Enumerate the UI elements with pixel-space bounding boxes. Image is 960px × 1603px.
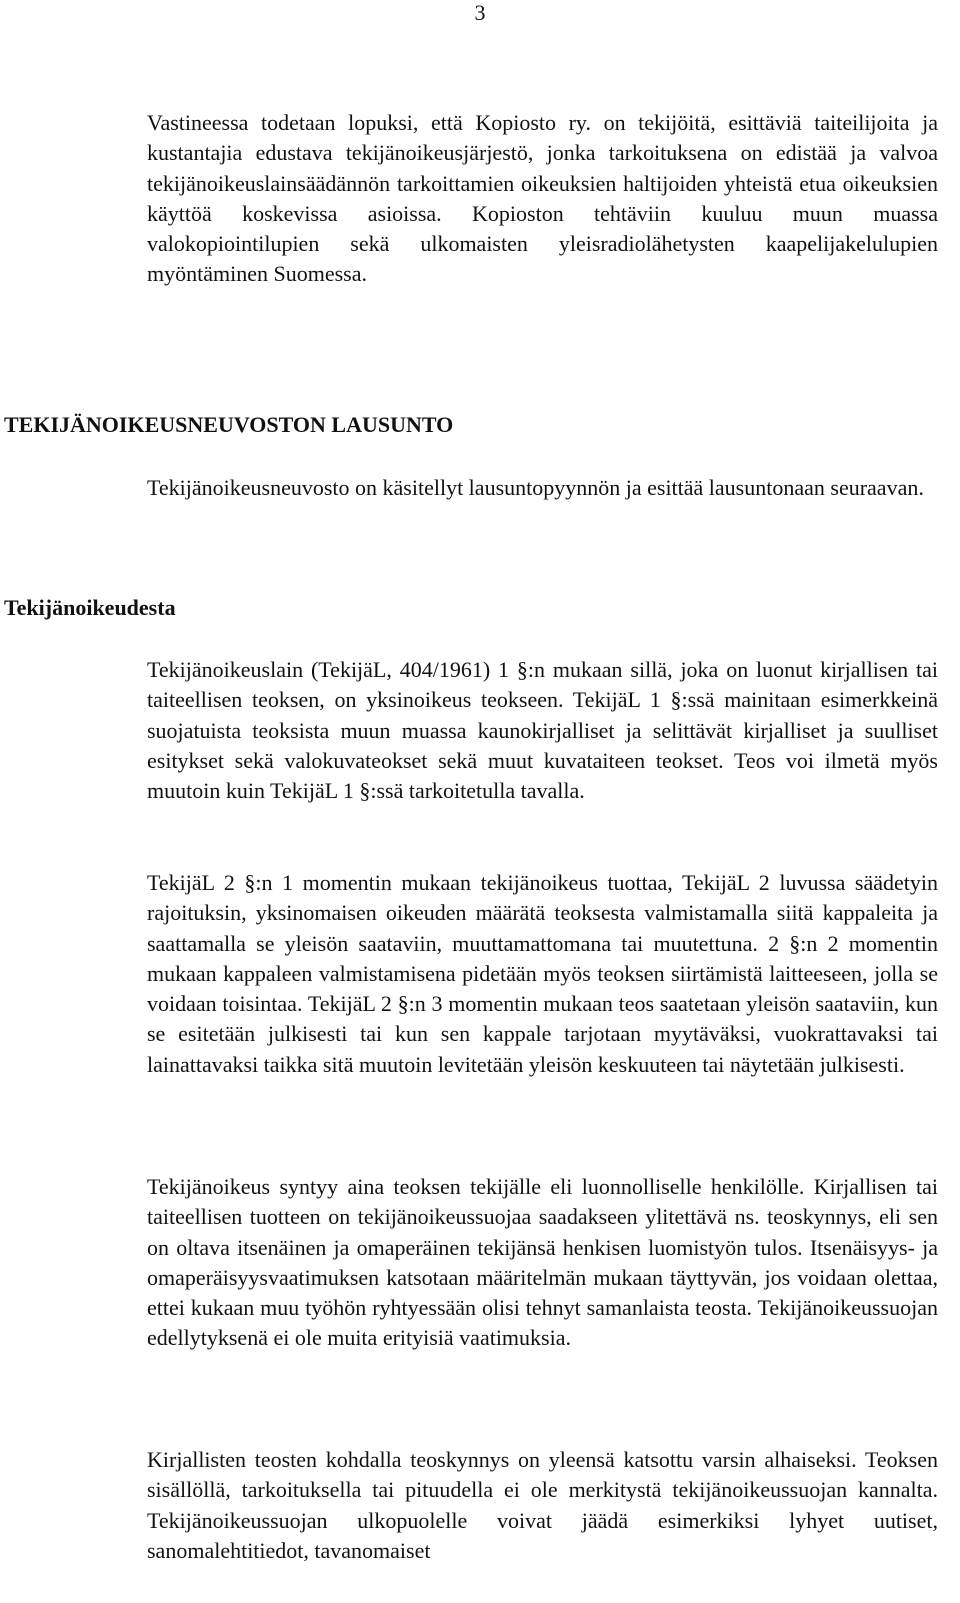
paragraph-vastine-conclusion: Vastineessa todetaan lopuksi, että Kopiosto ry. on tekijöitä, esittäviä taiteilijoita ja kustantajia edustava tekijänoikeusjärjestö, jonka tarkoituksena on edistää ja valvoa tekijänoikeuslainsäädännön tarkoittamien oikeuksien haltijoiden yhteistä etua oikeuksien käyttöä koskevissa asioissa. Kopioston tehtäviin kuuluu muun muassa valokopiointilupien sekä ulkomaisten yleisradiolähetysten kaapelijakelulupien myöntäminen Suomessa.: [147, 110, 938, 287]
section-heading-lausunto: TEKIJÄNOIKEUSNEUVOSTON LAUSUNTO: [4, 412, 454, 437]
section-heading-tekijanoikeudesta: Tekijänoikeudesta: [4, 595, 176, 620]
paragraph-tekijal-1: Tekijänoikeuslain (TekijäL, 404/1961) 1 §:n mukaan sillä, joka on luonut kirjallisen tai taiteellisen teoksen, on yksinoikeus teokseen. TekijäL 1 §:ssä mainitaan esimerkkeinä suojatuista teoksista muun muassa kaunokirjalliset ja selittävät kirjalliset ja suulliset esitykset sekä valokuvateokset sekä muut kuvataiteen teokset. Teos voi ilmetä myös muutoin kuin TekijäL 1 §:ssä tarkoitetulla tavalla.: [147, 657, 938, 804]
paragraph-kirjalliset-teokset: Kirjallisten teosten kohdalla teoskynnys on yleensä katsottu varsin alhaiseksi. Teoksen sisällöllä, tarkoituksella tai pituudella ei ole merkitystä tekijänoikeussuojan kannalta. Tekijänoikeussuojan ulkopuolelle voivat jäädä esimerkiksi lyhyet uutiset, sanomalehtitiedot, tavanomaiset: [147, 1447, 938, 1563]
paragraph-lausunto-intro: Tekijänoikeusneuvosto on käsitellyt lausuntopyynnön ja esittää lausuntonaan seuraavan.: [147, 475, 924, 500]
page-number: 3: [474, 0, 486, 25]
paragraph-teoskynnys: Tekijänoikeus syntyy aina teoksen tekijälle eli luonnolliselle henkilölle. Kirjallisen tai taiteellisen tuotteen on tekijänoikeussuojaa saadakseen ylitettävä ns. teoskynnys, eli sen on oltava itsenäinen ja omaperäinen tekijänsä henkisen luomistyön tulos. Itsenäisyys- ja omaperäisyysvaatimuksen katsotaan määritelmän mukaan täyttyvän, jos voidaan olettaa, ettei kukaan muu työhön ryhtyessään olisi tehnyt samanlaista teosta. Tekijänoikeussuojan edellytyksenä ei ole muita erityisiä vaatimuksia.: [147, 1174, 938, 1351]
paragraph-tekijal-2: TekijäL 2 §:n 1 momentin mukaan tekijänoikeus tuottaa, TekijäL 2 luvussa säädetyin rajoituksin, yksinomaisen oikeuden määrätä teoksesta valmistamalla siitä kappaleita ja saattamalla se yleisön saataviin, muuttamattomana tai muutettuna. 2 §:n 2 momentin mukaan kappaleen valmistamisena pidetään myös teoksen siirtämistä laitteeseen, jolla se voidaan toisintaa. TekijäL 2 §:n 3 momentin mukaan teos saatetaan yleisön saataviin, kun se esitetään julkisesti tai kun sen kappale tarjotaan myytäväksi, vuokrattavaksi tai lainattavaksi taikka sitä muutoin levitetään yleisön keskuuteen tai näytetään julkisesti.: [147, 870, 938, 1077]
